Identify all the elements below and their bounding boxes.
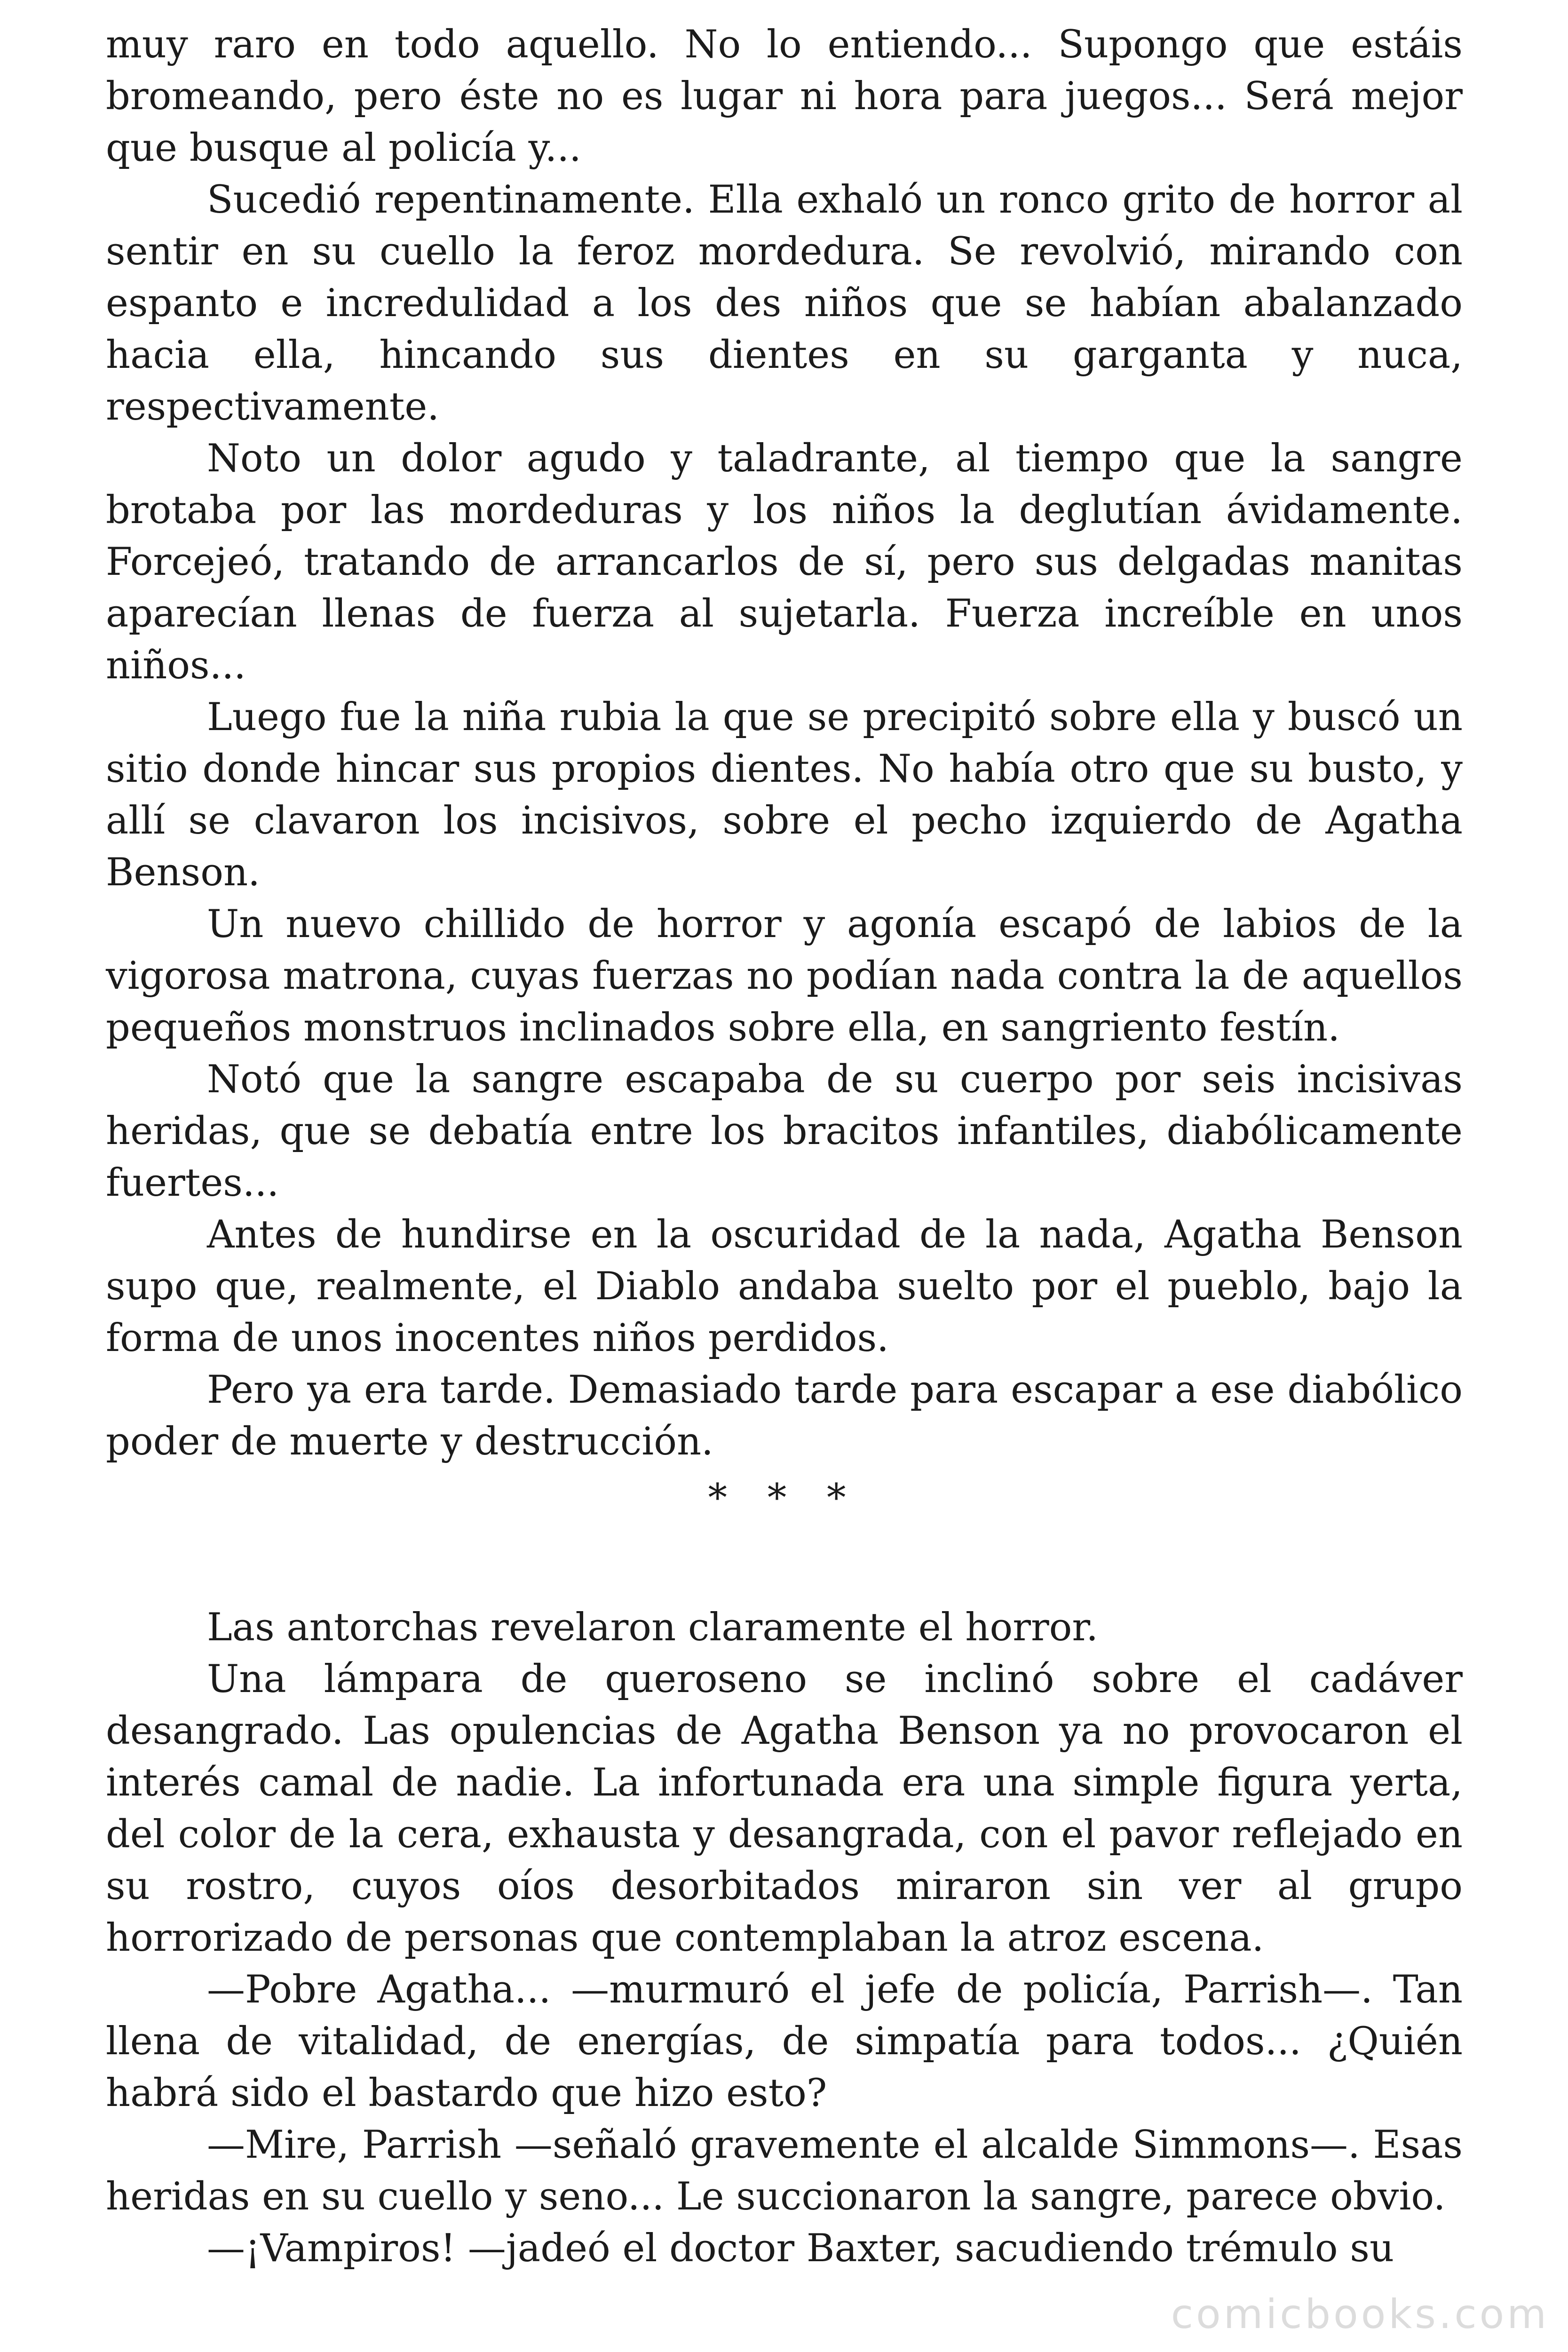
paragraph: —¡Vampiros! —jadeó el doctor Baxter, sacudiendo trémulo su	[207, 2226, 1394, 2271]
paragraph: muy raro en todo aquello. No lo entiendo... Supongo que estáis bromeando, pero éste no es lugar ni hora para juegos... Será mejor que busque al policía y...	[106, 23, 1463, 170]
scene-break-separator: * * *	[708, 1476, 860, 1520]
bottom-text-section	[106, 1602, 1463, 2274]
top-text-section	[106, 19, 1463, 1468]
watermark: comicbooks.com	[1171, 2291, 1549, 2338]
paragraph: Antes de hundirse en la oscuridad de la nada, Agatha Benson supo que, realmente, el Diablo andaba suelto por el pueblo, bajo la forma de unos inocentes niños perdidos.	[106, 1213, 1463, 1360]
paragraph: Las antorchas revelaron claramente el horror.	[207, 1605, 1098, 1650]
paragraph: Luego fue la niña rubia la que se precipitó sobre ella y buscó un sitio donde hincar sus propios dientes. No había otro que su busto, y allí se clavaron los incisivos, sobre el pecho izquierdo de Agatha Benson.	[106, 695, 1463, 895]
paragraph: Notó que la sangre escapaba de su cuerpo por seis incisivas heridas, que se debatía entre los bracitos infantiles, diabólicamente fuertes...	[106, 1057, 1463, 1205]
paragraph: —Pobre Agatha... —murmuró el jefe de policía, Parrish—. Tan llena de vitalidad, de energías, de simpatía para todos... ¿Quién habrá sido el bastardo que hizo esto?	[106, 1968, 1463, 2115]
paragraph: Sucedió repentinamente. Ella exhaló un ronco grito de horror al sentir en su cuello la feroz mordedura. Se revolvió, mirando con espanto e incredulidad a los des niños que se habían abalanzado hacia ella, hincando sus dientes en su garganta y nuca, respectivamente.	[106, 178, 1463, 429]
paragraph: Noto un dolor agudo y taladrante, al tiempo que la sangre brotaba por las mordeduras y los niños la deglutían ávidamente. Forcejeó, tratando de arrancarlos de sí, pero sus delgadas manitas aparecían llenas de fuerza al sujetarla. Fuerza increíble en unos niños...	[106, 437, 1463, 688]
paragraph: Una lámpara de queroseno se inclinó sobre el cadáver desangrado. Las opulencias de Agatha Benson ya no provocaron el interés camal de nadie. La infortunada era una simple figura yerta, del color de la cera, exhausta y desangrada, con el pavor reflejado en su rostro, cuyos oíos desorbitados miraron sin ver al grupo horrorizado de personas que contemplaban la atroz escena.	[106, 1657, 1463, 1960]
paragraph: Un nuevo chillido de horror y agonía escapó de labios de la vigorosa matrona, cuyas fuerzas no podían nada contra la de aquellos pequeños monstruos inclinados sobre ella, en sangriento festín.	[106, 902, 1463, 1050]
paragraph: —Mire, Parrish —señaló gravemente el alcalde Simmons—. Esas heridas en su cuello y seno... Le succionaron la sangre, parece obvio.	[106, 2123, 1463, 2219]
paragraph: Pero ya era tarde. Demasiado tarde para escapar a ese diabólico poder de muerte y destrucción.	[106, 1368, 1463, 1464]
